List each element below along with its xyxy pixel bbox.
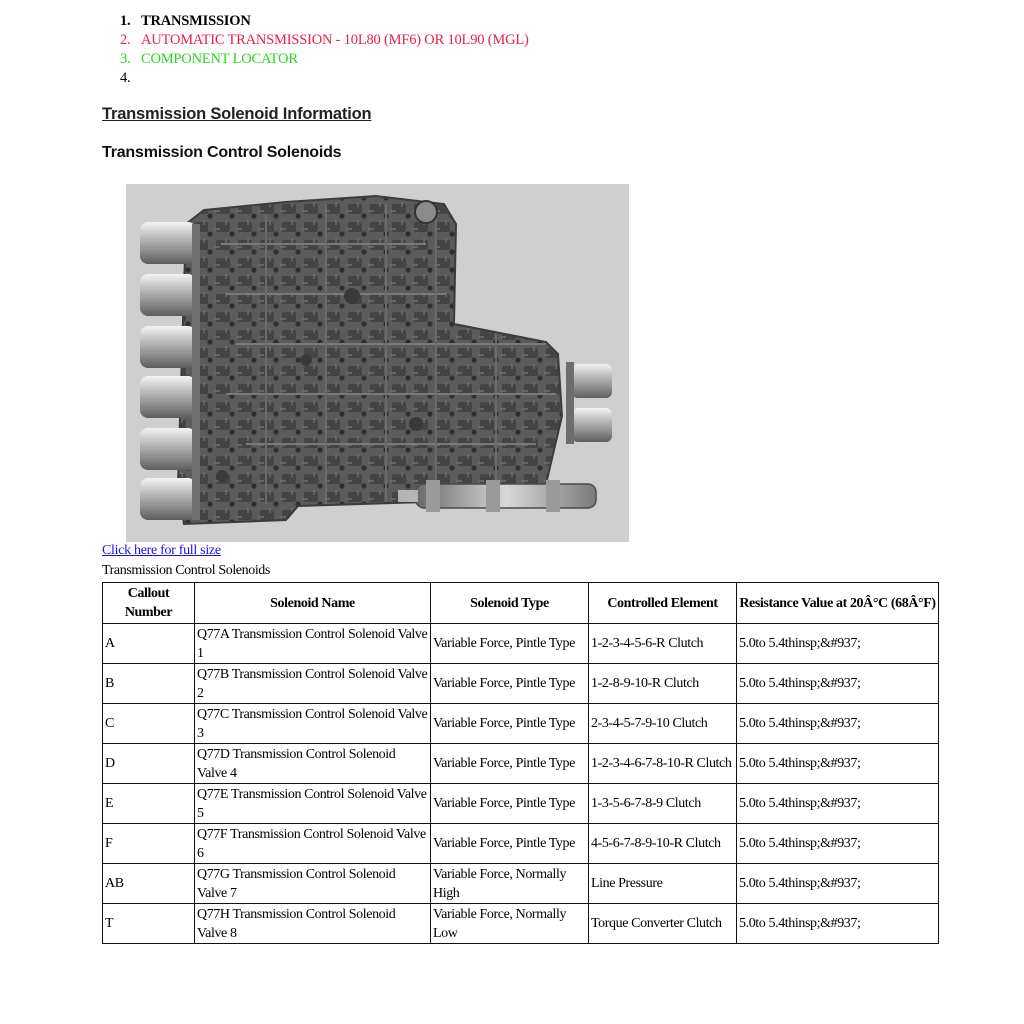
resistance-cell: 5.0to 5.4thinsp;&#937; — [737, 744, 939, 784]
controlled-element-cell: Line Pressure — [589, 864, 737, 904]
solenoid-type-cell: Variable Force, Pintle Type — [431, 744, 589, 784]
breadcrumb-item-component-locator[interactable]: 3. COMPONENT LOCATOR — [120, 51, 298, 67]
table-row — [103, 624, 939, 664]
solenoid-name-cell: Q77E Transmission Control Solenoid Valve 5 — [195, 784, 431, 824]
controlled-element-cell: 1-2-3-4-5-6-R Clutch — [589, 624, 737, 664]
resistance-cell: 5.0to 5.4thinsp;&#937; — [737, 824, 939, 864]
solenoid-type-cell: Variable Force, Normally High — [431, 864, 589, 904]
callout-cell: C — [103, 704, 195, 744]
resistance-cell: 5.0to 5.4thinsp;&#937; — [737, 784, 939, 824]
resistance-cell: 5.0to 5.4thinsp;&#937; — [737, 664, 939, 704]
header-callout-number: Callout Number — [103, 583, 195, 624]
controlled-element-cell: Torque Converter Clutch — [589, 904, 737, 944]
callout-cell: AB — [103, 864, 195, 904]
controlled-element-cell: 1-2-8-9-10-R Clutch — [589, 664, 737, 704]
table-row — [103, 864, 939, 904]
resistance-cell: 5.0to 5.4thinsp;&#937; — [737, 624, 939, 664]
solenoid-name-cell: Q77A Transmission Control Solenoid Valve 1 — [195, 624, 431, 664]
resistance-cell: 5.0to 5.4thinsp;&#937; — [737, 864, 939, 904]
table-header-row — [103, 583, 939, 624]
table-row — [103, 704, 939, 744]
controlled-element-cell: 1-2-3-4-6-7-8-10-R Clutch — [589, 744, 737, 784]
figure-caption: Transmission Control Solenoids — [102, 563, 270, 578]
resistance-cell: 5.0to 5.4thinsp;&#937; — [737, 704, 939, 744]
header-resistance-value: Resistance Value at 20Â°C (68Â°F) — [737, 583, 939, 624]
breadcrumb-item-transmission[interactable]: 1. TRANSMISSION — [120, 13, 251, 29]
controlled-element-cell: 1-3-5-6-7-8-9 Clutch — [589, 784, 737, 824]
solenoid-name-cell: Q77F Transmission Control Solenoid Valve 6 — [195, 824, 431, 864]
breadcrumb-item-automatic-transmission[interactable]: 2. AUTOMATIC TRANSMISSION - 10L80 (MF6) OR 10L90 (MGL) — [120, 32, 529, 48]
sub-title: Transmission Control Solenoids — [102, 144, 342, 161]
solenoid-type-cell: Variable Force, Pintle Type — [431, 784, 589, 824]
solenoid-name-cell: Q77D Transmission Control Solenoid Valve 4 — [195, 744, 431, 784]
solenoid-type-cell: Variable Force, Normally Low — [431, 904, 589, 944]
solenoid-name-cell: Q77C Transmission Control Solenoid Valve 3 — [195, 704, 431, 744]
solenoid-type-cell: Variable Force, Pintle Type — [431, 624, 589, 664]
solenoid-type-cell: Variable Force, Pintle Type — [431, 704, 589, 744]
solenoid-type-cell: Variable Force, Pintle Type — [431, 824, 589, 864]
solenoid-name-cell: Q77B Transmission Control Solenoid Valve 2 — [195, 664, 431, 704]
solenoid-name-cell: Q77G Transmission Control Solenoid Valve 7 — [195, 864, 431, 904]
callout-cell: D — [103, 744, 195, 784]
full-size-link[interactable]: Click here for full size — [102, 543, 221, 558]
callout-cell: B — [103, 664, 195, 704]
header-solenoid-name: Solenoid Name — [195, 583, 431, 624]
table-row — [103, 664, 939, 704]
header-solenoid-type: Solenoid Type — [431, 583, 589, 624]
callout-cell: F — [103, 824, 195, 864]
solenoid-table — [102, 582, 939, 944]
breadcrumb — [120, 12, 529, 88]
table-row — [103, 824, 939, 864]
valve-body-illustration — [126, 184, 629, 542]
solenoid-name-cell: Q77H Transmission Control Solenoid Valve 8 — [195, 904, 431, 944]
valve-body-image[interactable] — [126, 184, 629, 542]
callout-cell: T — [103, 904, 195, 944]
controlled-element-cell: 4-5-6-7-8-9-10-R Clutch — [589, 824, 737, 864]
breadcrumb-item-empty: 4. — [120, 70, 131, 86]
spool-valve-bottom — [398, 480, 596, 512]
callout-cell: E — [103, 784, 195, 824]
table-row — [103, 784, 939, 824]
controlled-element-cell: 2-3-4-5-7-9-10 Clutch — [589, 704, 737, 744]
section-title: Transmission Solenoid Information — [102, 105, 372, 123]
resistance-cell: 5.0to 5.4thinsp;&#937; — [737, 904, 939, 944]
header-controlled-element: Controlled Element — [589, 583, 737, 624]
solenoid-type-cell: Variable Force, Pintle Type — [431, 664, 589, 704]
table-row — [103, 744, 939, 784]
callout-cell: A — [103, 624, 195, 664]
table-row — [103, 904, 939, 944]
